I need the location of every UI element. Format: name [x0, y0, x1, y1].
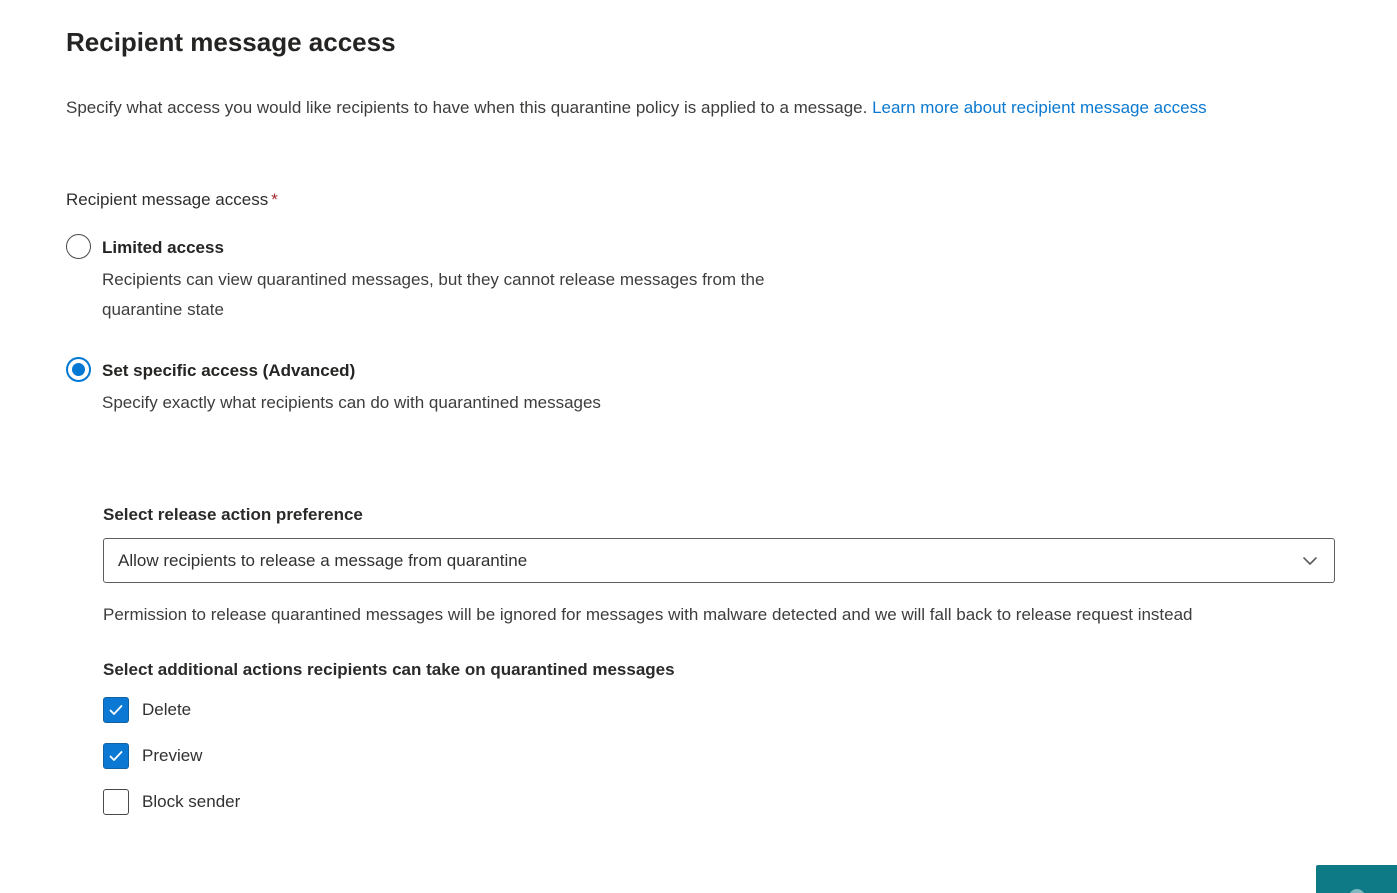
radio-limited-access-label: Limited access	[102, 238, 224, 257]
checkbox-delete-label: Delete	[142, 700, 192, 719]
learn-more-link[interactable]: Learn more about recipient message access	[872, 98, 1207, 117]
release-preference-label: Select release action preference	[103, 505, 363, 524]
page-description-text: Specify what access you would like recipients to have when this quarantine policy is applied to a message.	[66, 98, 873, 117]
release-preference-selected-value: Allow recipients to release a message from quarantine	[118, 550, 528, 570]
checkbox-block-sender[interactable]	[103, 789, 1338, 815]
recipient-access-field-label	[66, 189, 1338, 210]
checkbox-delete[interactable]	[103, 697, 1338, 723]
release-preference-dropdown[interactable]	[103, 538, 1335, 583]
feedback-button[interactable]	[1316, 865, 1397, 893]
checkbox-preview[interactable]	[103, 743, 1338, 769]
radio-limited-access-description: Recipients can view quarantined messages, but they cannot release messages from the quarantine state	[102, 270, 765, 319]
chevron-down-icon[interactable]	[1302, 553, 1318, 569]
checkbox-preview-label: Preview	[142, 746, 203, 765]
additional-actions-checkbox-list	[103, 697, 1338, 815]
checkmark-icon	[108, 748, 124, 764]
checkbox-block-sender-label: Block sender	[142, 792, 241, 811]
recipient-message-access-panel	[66, 27, 1338, 835]
checkmark-icon	[108, 702, 124, 718]
checkbox-icon[interactable]	[103, 743, 129, 769]
additional-actions-label: Select additional actions recipients can take on quarantined messages	[103, 660, 675, 679]
page-description	[66, 93, 1338, 123]
required-asterisk: *	[271, 190, 278, 209]
checkbox-icon[interactable]	[103, 697, 129, 723]
radio-button-icon[interactable]	[66, 357, 91, 382]
radio-set-specific-access-description: Specify exactly what recipients can do with quarantined messages	[102, 393, 601, 412]
checkbox-icon[interactable]	[103, 789, 129, 815]
radio-set-specific-access[interactable]	[66, 357, 1338, 418]
page-title: Recipient message access	[66, 27, 396, 57]
radio-limited-access[interactable]	[66, 234, 1338, 325]
feedback-smiley-icon	[1349, 889, 1365, 893]
recipient-access-label-text: Recipient message access	[66, 190, 269, 209]
advanced-access-section	[103, 504, 1338, 815]
radio-set-specific-access-label: Set specific access (Advanced)	[102, 361, 356, 380]
release-permission-note: Permission to release quarantined messages will be ignored for messages with malware detected and we will fall back to release request instead	[103, 605, 1193, 624]
radio-button-icon[interactable]	[66, 234, 91, 259]
